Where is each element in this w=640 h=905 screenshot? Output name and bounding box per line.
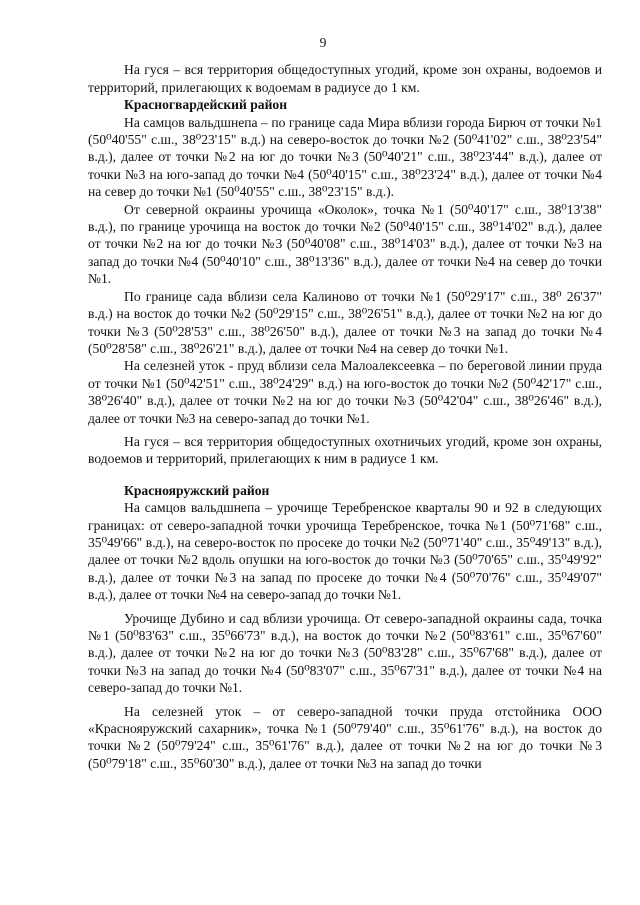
paragraph-kalinovo-garden: По границе сада вблизи села Калиново от точки №1 (50⁰29'17" с.ш., 38⁰ 26'37" в.д.) на восток до точки №2 (50⁰29'15" с.ш., 38⁰26'51" в.д.), далее от точки №2 на юг до точки №3 (50⁰28'53" с.ш., 38⁰26'50" в.д.), далее от точки №3 на запад до точки №4 (50⁰28'58" с.ш., 38⁰26'21" в.д.), далее от точки №4 на север до точки №1. bbox=[88, 288, 602, 356]
paragraph-dubino-tract: Урочище Дубино и сад вблизи урочища. От северо-западной окраины сада, точка №1 (50⁰83'63" с.ш., 35⁰66'73" в.д.), на восток до точки №2 (50⁰83'61" с.ш., 35⁰67'60" в.д.), далее от точки №2 на юг до точки №3 (50⁰83'28" с.ш., 35⁰67'68" в.д.), далее от точки №3 на запад до точки №4 (50⁰83'07" с.ш., 35⁰67'31" в.д.), далее от точки №4 на северо-запад до точки №1. bbox=[88, 610, 602, 696]
paragraph-woodcock-mira-garden: На самцов вальдшнепа – по границе сада Мира вблизи города Бирюч от точки №1 (50⁰40'55" с.ш., 38⁰23'15" в.д.) на северо-восток до точки №2 (50⁰41'02" с.ш., 38⁰23'54" в.д.), далее от точки №2 на юг до точки №3 (50⁰40'21" с.ш., 38⁰23'44" в.д.), далее от точки №3 на юго-запад до точки №4 (50⁰40'15" с.ш., 38⁰23'24" в.д.), далее от точки №4 на север до точки №1 (50⁰40'55" с.ш., 38⁰23'15" в.д.). bbox=[88, 114, 602, 200]
section-heading-krasnogvardeysky: Красногвардейский район bbox=[124, 97, 288, 113]
paragraph-woodcock-terebrenskoe: На самцов вальдшнепа – урочище Теребренское кварталы 90 и 92 в следующих границах: от северо-западной точки урочища Теребренское, точка №1 (50⁰71'68" с.ш., 35⁰49'66" в.д.), на северо-восток по просеке до точки №2 (50⁰71'40" с.ш., 35⁰49'13" в.д.), далее от точки №2 вдоль опушки на юго-восток до точки №3 (50⁰70'65" с.ш., 35⁰49'92" в.д.), далее от точки №3 на запад по просеке до точки №4 (50⁰70'76" с.ш., 35⁰49'07" в.д.), далее от точки №4 на северо-запад до точки №1. bbox=[88, 500, 602, 603]
paragraph-ducks-maloalekseevka: На селезней уток - пруд вблизи села Малоалексеевка – по береговой линии пруда от точки №1 (50⁰42'51" с.ш., 38⁰24'29" в.д.) на юго-восток до точки №2 (50⁰42'17" с.ш., 38⁰26'40" в.д.), далее от точки №2 на юг до точки №3 (50⁰42'04" с.ш., 38⁰26'46" в.д.), далее от точки №3 на северо-запад до точки №1. bbox=[88, 358, 602, 426]
section-heading-krasnoyaruzhsky: Краснояружский район bbox=[124, 482, 270, 498]
paragraph-goose-general: На гуся – вся территория общедоступных угодий, кроме зон охраны, водоемов и территорий, прилегающих к водоемам в радиусе до 1 км. bbox=[88, 62, 602, 95]
page-number: 9 bbox=[319, 35, 327, 50]
paragraph-ducks-sugar-pond: На селезней уток – от северо-западной точки пруда отстойника ООО «Краснояружский сахарник», точка №1 (50⁰79'40" с.ш., 35⁰61'76" в.д.), на восток до точки №2 (50⁰79'24" с.ш., 35⁰61'76" в.д.), далее от точки №2 на юг до точки №3 (50⁰79'18" с.ш., 35⁰60'30" в.д.), далее от точки №3 на запад до точки bbox=[88, 703, 602, 771]
paragraph-okolok-tract: От северной окраины урочища «Околок», точка №1 (50⁰40'17" с.ш., 38⁰13'38" в.д.), по границе урочища на восток до точки №2 (50⁰40'15" с.ш., 38⁰14'02" в.д.), далее от точки №2 на юг до точки №3 (50⁰40'08" с.ш., 38⁰14'03" в.д.), далее от точки №3 на запад до точки №4 (50⁰40'10" с.ш., 38⁰13'36" в.д.), далее от точки №4 на север до точки №1. bbox=[88, 201, 602, 287]
paragraph-goose-krasnogvardeysky: На гуся – вся территория общедоступных охотничьих угодий, кроме зон охраны, водоемов и территорий, прилегающих к ним в радиусе 1 км. bbox=[88, 433, 602, 467]
